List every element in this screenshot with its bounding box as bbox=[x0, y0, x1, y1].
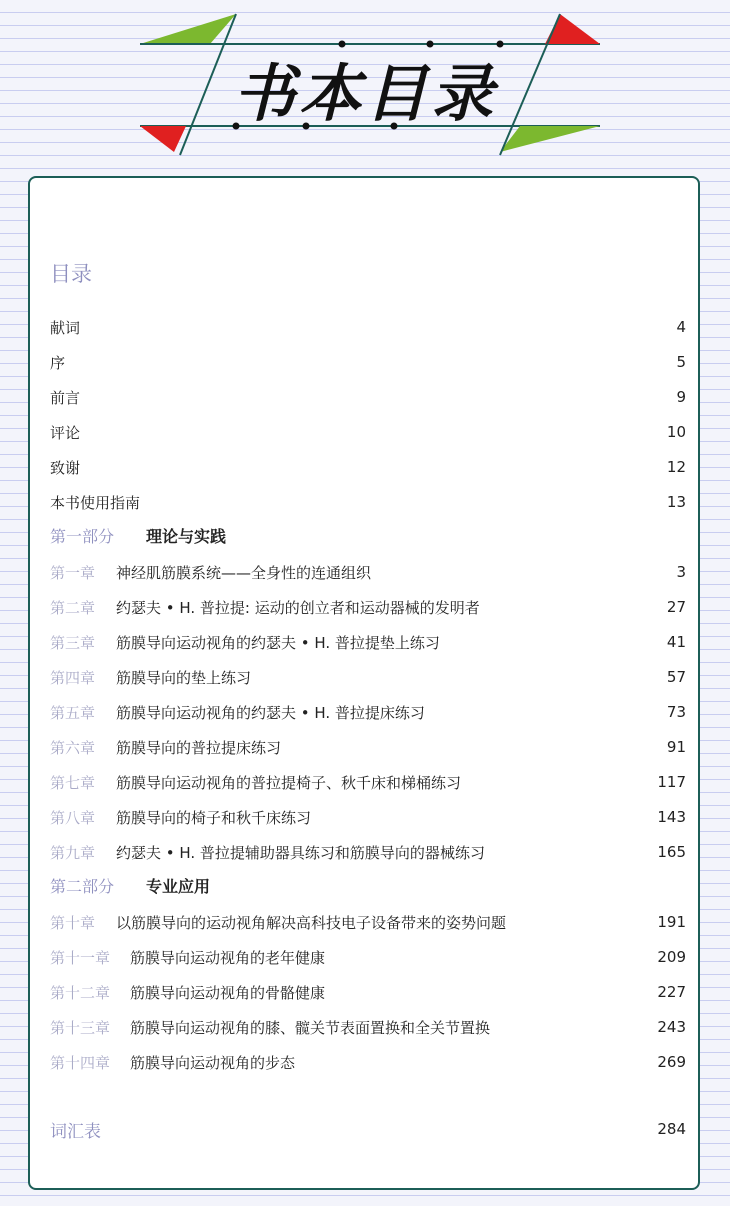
entry-label: 前言 bbox=[50, 388, 81, 407]
chapter-number: 第九章 bbox=[50, 843, 96, 862]
entry-page: 4 bbox=[676, 318, 686, 336]
entry-label: 序 bbox=[50, 353, 66, 372]
glossary-page: 284 bbox=[657, 1120, 686, 1138]
chapter-title: 约瑟夫 • H. 普拉提: 运动的创立者和运动器械的发明者 bbox=[116, 598, 480, 617]
chapter-page: 165 bbox=[657, 843, 686, 861]
toc-chapter-8[interactable] bbox=[50, 802, 686, 832]
entry-page: 12 bbox=[666, 458, 686, 476]
toc-entry-preface[interactable] bbox=[50, 382, 686, 412]
toc-chapter-3[interactable] bbox=[50, 627, 686, 657]
toc-chapter-11[interactable] bbox=[50, 942, 686, 972]
toc-card bbox=[28, 176, 700, 1190]
toc-chapter-4[interactable] bbox=[50, 662, 686, 692]
toc-entry-acknowledgements[interactable] bbox=[50, 452, 686, 482]
chapter-page: 57 bbox=[666, 668, 686, 686]
chapter-title: 筋膜导向运动视角的老年健康 bbox=[130, 948, 326, 967]
toc-entry-foreword[interactable] bbox=[50, 347, 686, 377]
toc-entry-glossary[interactable] bbox=[50, 1114, 686, 1144]
part-label: 第二部分 bbox=[50, 876, 115, 896]
toc-entry-guide[interactable] bbox=[50, 487, 686, 517]
green-triangle-top-left bbox=[140, 14, 236, 44]
chapter-number: 第十四章 bbox=[50, 1053, 111, 1072]
chapter-page: 91 bbox=[666, 738, 686, 756]
chapter-page: 117 bbox=[657, 773, 686, 791]
toc-chapter-2[interactable] bbox=[50, 592, 686, 622]
toc-chapter-5[interactable] bbox=[50, 697, 686, 727]
toc-chapter-14[interactable] bbox=[50, 1047, 686, 1077]
chapter-title: 约瑟夫 • H. 普拉提辅助器具练习和筋膜导向的器械练习 bbox=[116, 843, 485, 862]
chapter-page: 3 bbox=[676, 563, 686, 581]
chapter-title: 筋膜导向运动视角的普拉提椅子、秋千床和梯桶练习 bbox=[116, 773, 462, 792]
part-title: 专业应用 bbox=[146, 876, 211, 896]
entry-label: 本书使用指南 bbox=[50, 493, 141, 512]
entry-label: 评论 bbox=[50, 423, 81, 442]
chapter-title: 筋膜导向运动视角的膝、髋关节表面置换和全关节置换 bbox=[130, 1018, 491, 1037]
chapter-title: 筋膜导向运动视角的步态 bbox=[130, 1053, 296, 1072]
toc-entry-dedication[interactable] bbox=[50, 312, 686, 342]
toc-chapter-10[interactable] bbox=[50, 907, 686, 937]
part-one-header[interactable] bbox=[50, 520, 226, 550]
chapter-number: 第三章 bbox=[50, 633, 96, 652]
chapter-page: 209 bbox=[657, 948, 686, 966]
chapter-page: 227 bbox=[657, 983, 686, 1001]
banner-title: 书本目录 bbox=[232, 57, 497, 130]
chapter-title: 筋膜导向的普拉提床练习 bbox=[116, 738, 282, 757]
chapter-number: 第七章 bbox=[50, 773, 96, 792]
entry-page: 5 bbox=[676, 353, 686, 371]
entry-page: 10 bbox=[666, 423, 686, 441]
glossary-label: 词汇表 bbox=[50, 1121, 101, 1142]
chapter-title: 筋膜导向运动视角的约瑟夫 • H. 普拉提床练习 bbox=[116, 703, 425, 722]
chapter-page: 191 bbox=[657, 913, 686, 931]
chapter-title: 以筋膜导向的运动视角解决高科技电子设备带来的姿势问题 bbox=[116, 913, 507, 932]
chapter-title: 筋膜导向运动视角的骨骼健康 bbox=[130, 983, 326, 1002]
chapter-number: 第八章 bbox=[50, 808, 96, 827]
chapter-number: 第四章 bbox=[50, 668, 96, 687]
chapter-number: 第十一章 bbox=[50, 948, 111, 967]
chapter-number: 第十三章 bbox=[50, 1018, 111, 1037]
toc-chapter-6[interactable] bbox=[50, 732, 686, 762]
red-triangle-bottom-left bbox=[140, 126, 186, 152]
toc-chapter-13[interactable] bbox=[50, 1012, 686, 1042]
chapter-page: 27 bbox=[666, 598, 686, 616]
chapter-number: 第五章 bbox=[50, 703, 96, 722]
chapter-number: 第二章 bbox=[50, 598, 96, 617]
toc-chapter-9[interactable] bbox=[50, 837, 686, 867]
chapter-number: 第十章 bbox=[50, 913, 96, 932]
toc-chapter-7[interactable] bbox=[50, 767, 686, 797]
toc-heading: 目录 bbox=[50, 262, 92, 286]
banner bbox=[0, 0, 730, 170]
entry-label: 献词 bbox=[50, 318, 81, 337]
chapter-number: 第一章 bbox=[50, 563, 96, 582]
chapter-number: 第十二章 bbox=[50, 983, 111, 1002]
chapter-page: 243 bbox=[657, 1018, 686, 1036]
chapter-page: 269 bbox=[657, 1053, 686, 1071]
chapter-title: 神经肌筋膜系统——全身性的连通组织 bbox=[116, 563, 372, 582]
part-label: 第一部分 bbox=[50, 526, 115, 546]
chapter-title: 筋膜导向运动视角的约瑟夫 • H. 普拉提垫上练习 bbox=[116, 633, 440, 652]
toc-chapter-12[interactable] bbox=[50, 977, 686, 1007]
part-two-header[interactable] bbox=[50, 870, 210, 900]
chapter-number: 第六章 bbox=[50, 738, 96, 757]
chapter-page: 143 bbox=[657, 808, 686, 826]
part-title: 理论与实践 bbox=[146, 526, 227, 546]
chapter-page: 41 bbox=[666, 633, 686, 651]
chapter-page: 73 bbox=[666, 703, 686, 721]
entry-page: 13 bbox=[666, 493, 686, 511]
entry-label: 致谢 bbox=[50, 458, 81, 477]
chapter-title: 筋膜导向的垫上练习 bbox=[116, 668, 252, 687]
entry-page: 9 bbox=[676, 388, 686, 406]
toc-chapter-1[interactable] bbox=[50, 557, 686, 587]
toc-entry-reviews[interactable] bbox=[50, 417, 686, 447]
chapter-title: 筋膜导向的椅子和秋千床练习 bbox=[116, 808, 312, 827]
